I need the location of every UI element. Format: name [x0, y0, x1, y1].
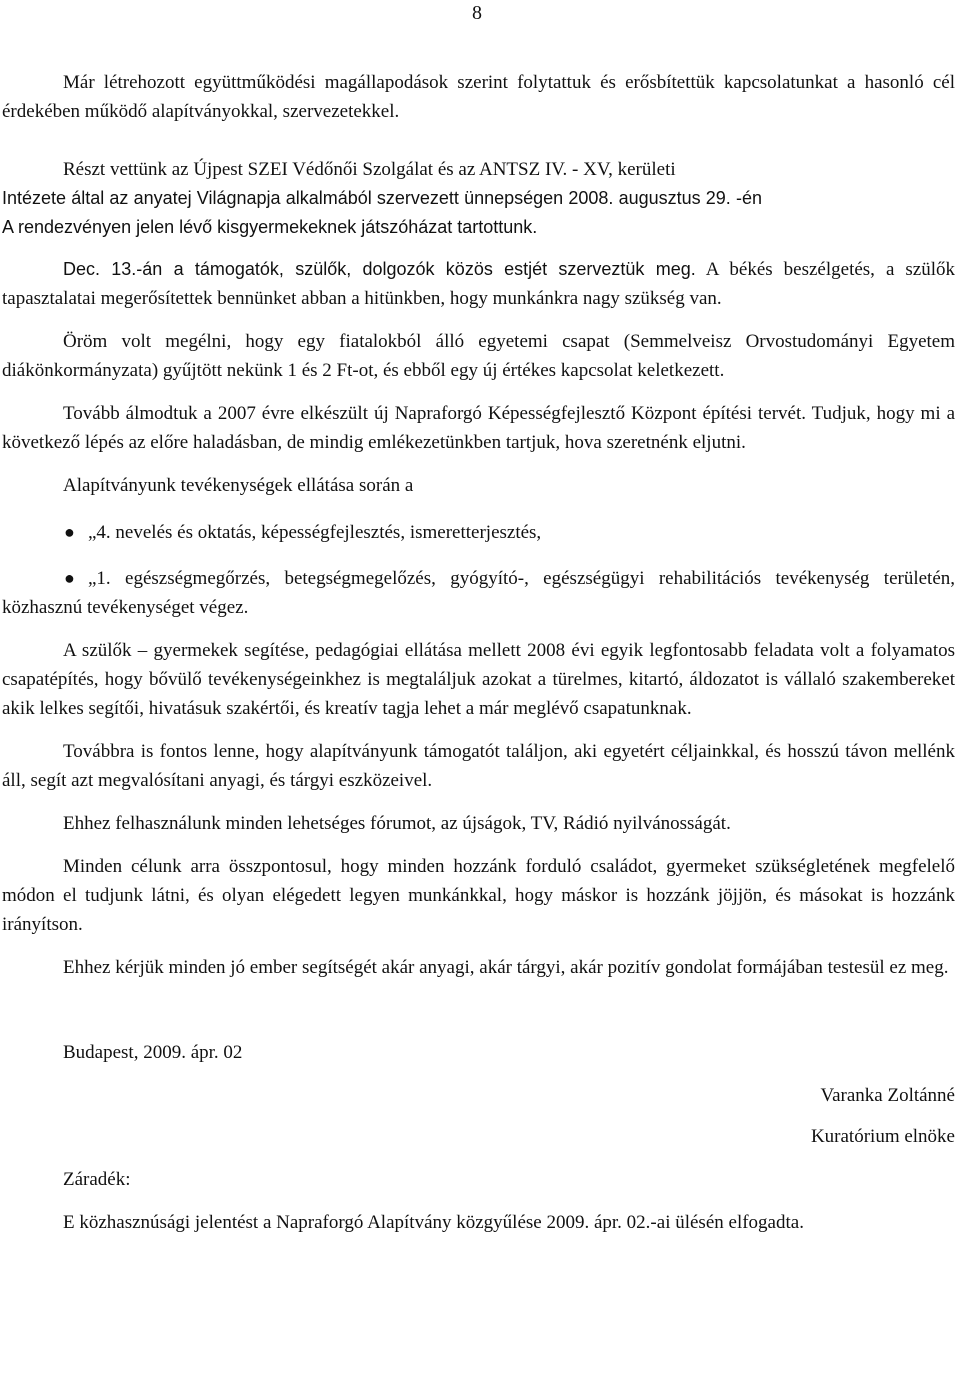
bullet-icon: ● — [64, 568, 75, 588]
place-date: Budapest, 2009. ápr. 02 — [63, 1042, 243, 1063]
paragraph-university: Öröm volt megélni, hogy egy fiatalokból álló egyetemi csapat (Semmelveisz Orvostudományi Egyetem diákönkormányzata) gyűjtött nekünk 1 és 2 Ft-ot, és ebből egy új értékes kapcsolat keletkezett. — [2, 331, 955, 381]
page-number: 8 — [472, 2, 482, 24]
paragraph-supporters: Továbbra is fontos lenne, hogy alapítványunk támogatót találjon, aki egyetért céljainkkal, és hosszú távon mellénk áll, segít azt megvalósítani anyagi, és tárgyi eszközeivel. — [2, 741, 955, 791]
list-item-text: „4. nevelés és oktatás, képességfejlesztés, ismeretterjesztés, — [88, 522, 542, 543]
list-item — [2, 564, 955, 622]
paragraph-goals: Minden célunk arra összpontosul, hogy minden hozzánk forduló családot, gyermeket szükségletének megfelelő módon el tudjunk látni, és olyan elégedett legyen munkánkkal, hogy máskor is hozzánk jöjjön, és másokat is hozzánk irányítson. — [2, 856, 955, 935]
paragraph-december — [2, 255, 955, 313]
paragraph-request: Ehhez kérjük minden jó ember segítségét akár anyagi, akár tárgyi, akár pozitív gondolat formájában testesül ez meg. — [63, 957, 949, 978]
paragraph-activities-intro: Alapítványunk tevékenységek ellátása során a — [63, 475, 414, 496]
paragraph-plans: Tovább álmodtuk a 2007 évre elkészült új Napraforgó Képességfejlesztő Központ építési tervét. Tudjuk, hogy mi a következő lépés az előre haladásban, de mindig emlékezetünkben tartjuk, hova szeretnénk eljutni. — [2, 403, 955, 453]
paragraph-event-details: Intézete által az anyatej Világnapja alkalmából szervezett ünnepségen 2008. augusztus 29. -én A rendezvényen jelen lévő kisgyermekeknek játszóházat tartottunk. — [2, 188, 762, 237]
paragraph-team-building: A szülők – gyermekek segítése, pedagógiai ellátása mellett 2008 évi egyik legfontosabb feladata volt a folyamatos csapatépítés, hogy bővülő tevékenységeinkhez is megtaláljuk azokat a türelmes, kitartó, áldozatot is vállaló szakembereket akik lelkes segítői, hivatásuk szakértői, és kreatív tagja lehet a már meglévő csapatunknak. — [2, 640, 955, 719]
clause-text: E közhasznúsági jelentést a Napraforgó Alapítvány közgyűlése 2009. ápr. 02.-ai ülésén elfogadta. — [63, 1212, 804, 1233]
december-sentence: Dec. 13.-án a támogatók, szülők, dolgozók közös estjét szerveztük meg. — [63, 259, 696, 279]
list-item-text: „1. egészségmegőrzés, betegségmegelőzés, gyógyító-, egészségügyi rehabilitációs tevékenység területén, közhasznú tevékenységet végez. — [2, 568, 955, 618]
december-continuation: A békés beszélgetés, a szülők tapasztalatai megerősítettek bennünket abban a hitünkben, hogy munkánkra nagy szükség van. — [2, 259, 956, 309]
signer-title: Kuratórium elnöke — [810, 1126, 955, 1147]
paragraph-cooperation: Már létrehozott együttműködési magállapodások szerint folytattuk és erősbítettük kapcsolatunkat a hasonló cél érdekében működő alapítványokkal, szervezetekkel. — [2, 72, 955, 122]
list-item — [2, 518, 955, 547]
paragraph-event-intro: Részt vettünk az Újpest SZEI Védőnői Szolgálat és az ANTSZ IV. - XV, kerületi — [63, 159, 676, 180]
document-body — [2, 68, 955, 1237]
signer-name: Varanka Zoltánné — [820, 1085, 955, 1106]
clause-label: Záradék: — [63, 1169, 131, 1190]
paragraph-media: Ehhez felhasználunk minden lehetséges fórumot, az újságok, TV, Rádió nyilvánosságát. — [63, 813, 731, 834]
bullet-icon: ● — [64, 522, 75, 542]
